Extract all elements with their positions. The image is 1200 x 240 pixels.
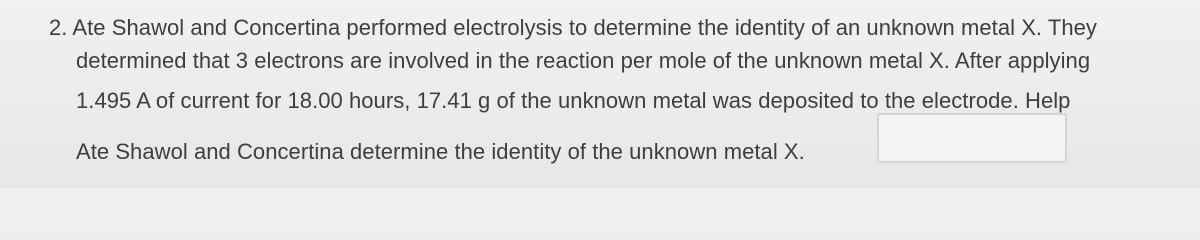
question-text-line-1: 2. Ate Shawol and Concertina performed electrolysis to determine the identity of an unknown metal X. They: [49, 15, 1097, 40]
question-text-line-4: Ate Shawol and Concertina determine the identity of the unknown metal X.: [76, 139, 805, 164]
question-text-line-3: 1.495 A of current for 18.00 hours, 17.41 g of the unknown metal was deposited to the electrode. Help: [76, 88, 1071, 113]
answer-input[interactable]: [877, 113, 1067, 163]
question-text-line-2: determined that 3 electrons are involved in the reaction per mole of the unknown metal X. After applying: [76, 48, 1091, 73]
